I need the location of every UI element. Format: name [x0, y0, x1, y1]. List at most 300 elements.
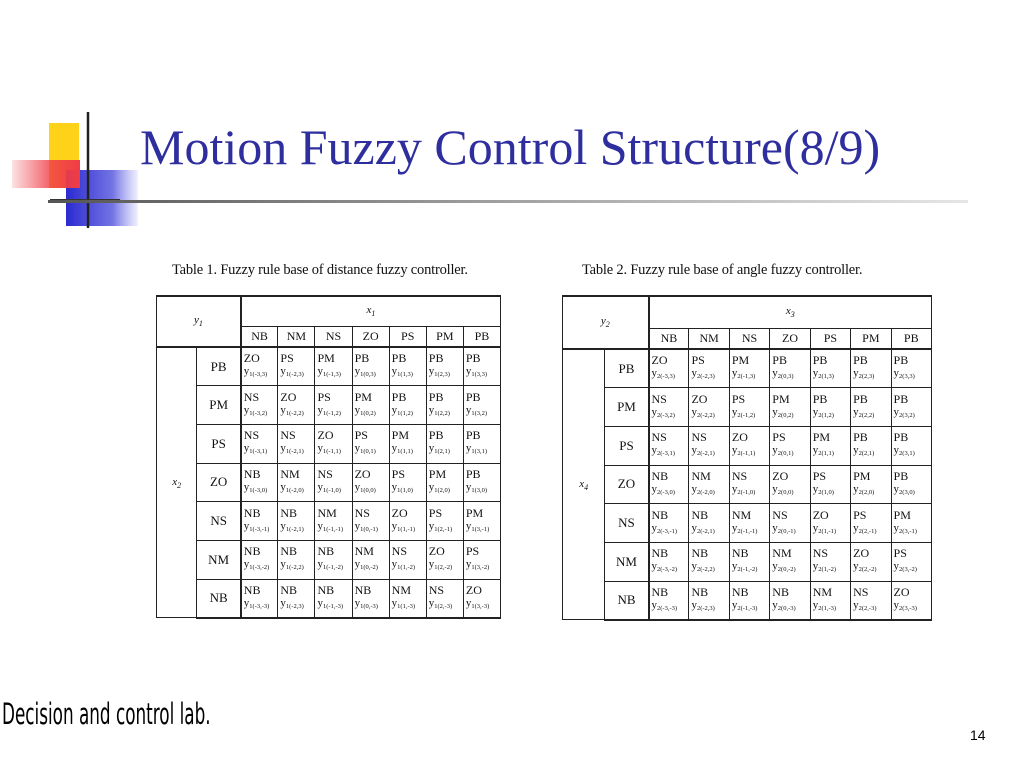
- table-1-caption: Table 1. Fuzzy rule base of distance fuzzy controller.: [172, 262, 468, 278]
- rule-output-symbol: $y_{1(3,2)}$: [465, 403, 488, 417]
- rule-output-subscript: 1(3,0): [471, 486, 488, 494]
- rule-output-subscript: 1(-2,2): [285, 409, 304, 417]
- rule-output-symbol: $y_{1(0,3)}$: [354, 365, 376, 379]
- rule-cell: [689, 388, 729, 427]
- column-header: PB: [463, 326, 500, 347]
- rule-cell: [389, 386, 426, 425]
- rule-cell: [352, 502, 389, 541]
- rule-cell: [278, 502, 315, 541]
- rule-output-symbol: $y_{2(-1,3)}$: [731, 367, 756, 381]
- rule-output-subscript: 1(-3,-2): [249, 564, 270, 572]
- rule-output-symbol: $y_{1(-2,2)}$: [280, 403, 304, 417]
- rule-output-symbol: $y_{2(0,-1)}$: [772, 521, 796, 535]
- rule-output-label: NB: [651, 468, 669, 483]
- rule-output-label: ZO: [465, 582, 482, 597]
- rule-cell: [649, 504, 689, 543]
- rule-output-subscript: 2(-3,-1): [657, 527, 678, 535]
- rule-output-subscript: 2(-2,1): [696, 527, 715, 535]
- column-variable-label: $x_1$: [241, 296, 501, 326]
- rule-output-subscript: 1(-3,0): [249, 486, 268, 494]
- row-header: PM: [197, 386, 241, 425]
- rule-output-symbol: $y_{2(-1,0)}$: [731, 482, 756, 496]
- rule-output-label: PB: [853, 430, 868, 445]
- column-header: PS: [389, 326, 426, 347]
- rule-output-label: PB: [428, 389, 444, 404]
- rule-output-symbol: $y_{1(-2,3)}$: [280, 596, 304, 610]
- rule-output-label: PM: [731, 353, 750, 368]
- rule-output-label: PB: [893, 391, 909, 406]
- rule-cell: [426, 347, 463, 386]
- rule-cell: [389, 540, 426, 579]
- rule-output-subscript: 1(3,-3): [471, 602, 490, 610]
- rule-output-label: PB: [391, 351, 407, 366]
- rule-output-symbol: $y_{1(1,1)}$: [391, 442, 413, 456]
- rule-output-label: ZO: [391, 505, 408, 520]
- rule-cell: [729, 465, 769, 504]
- rule-output-label: ZO: [354, 466, 371, 481]
- rule-output-subscript: 2(3,-2): [899, 566, 917, 574]
- rule-output-label: NS: [853, 584, 869, 599]
- rule-output-label: PB: [853, 391, 868, 406]
- rule-cell: [891, 388, 931, 427]
- rule-output-symbol: $y_{2(-2,1)}$: [691, 444, 715, 458]
- rule-cell: [891, 581, 931, 620]
- rule-output-label: ZO: [243, 351, 260, 366]
- footer-lab-name: Decision and control lab.: [2, 697, 211, 731]
- rule-cell: [770, 504, 810, 543]
- rule-output-label: NM: [317, 505, 337, 520]
- rule-output-label: NB: [772, 584, 789, 599]
- rule-output-label: PM: [317, 351, 335, 366]
- rule-output-label: PS: [812, 468, 827, 483]
- rule-cell: [315, 579, 352, 618]
- rule-output-subscript: 1(-1,-2): [322, 564, 344, 572]
- rule-output-label: PS: [354, 428, 368, 443]
- rule-output-label: PM: [465, 505, 484, 520]
- rule-output-symbol: $y_{2(3,-3)}$: [893, 598, 917, 612]
- rule-output-subscript: 1(1,-2): [397, 564, 416, 572]
- rule-output-label: NM: [354, 544, 374, 559]
- rule-cell: [389, 463, 426, 502]
- rule-output-symbol: $y_{1(0,-3)}$: [354, 596, 378, 610]
- rule-output-subscript: 2(-3,2): [657, 411, 675, 419]
- rule-output-symbol: $y_{2(-2,2)}$: [691, 560, 715, 574]
- rule-output-subscript: 2(3,3): [899, 373, 915, 381]
- rule-cell: [463, 502, 500, 541]
- rule-output-symbol: $y_{2(-2,1)}$: [691, 521, 715, 535]
- rule-output-symbol: $y_{1(3,-1)}$: [465, 519, 490, 533]
- rule-output-label: PS: [428, 505, 443, 520]
- rule-output-subscript: 2(-1,3): [737, 373, 756, 381]
- rule-output-label: PS: [465, 544, 480, 559]
- rule-output-subscript: 2(-1,0): [737, 488, 756, 496]
- column-header: ZO: [352, 326, 389, 347]
- rule-output-subscript: 1(2,1): [434, 448, 450, 456]
- rule-cell: [649, 349, 689, 388]
- rule-cell: [278, 386, 315, 425]
- rule-output-subscript: 1(2,0): [434, 486, 450, 494]
- rule-output-symbol: $y_{2(-1,-1)}$: [731, 521, 758, 535]
- rule-output-subscript: 1(-2,0): [285, 486, 304, 494]
- rule-output-subscript: 1(-3,-1): [249, 525, 270, 533]
- column-header: NS: [315, 326, 352, 347]
- rule-output-subscript: 2(-1,2): [737, 411, 756, 419]
- rule-output-subscript: 1(0,-3): [360, 602, 378, 610]
- rule-output-label: ZO: [317, 428, 334, 443]
- rule-output-subscript: 2(-1,-3): [737, 604, 758, 612]
- column-header: NB: [649, 328, 689, 349]
- rule-cell: [689, 349, 729, 388]
- rule-cell: [689, 542, 729, 581]
- rule-cell: [810, 581, 850, 620]
- rule-output-label: NS: [243, 428, 260, 443]
- rule-cell: [389, 579, 426, 618]
- rule-output-label: PB: [391, 389, 407, 404]
- rule-output-subscript: 1(-1,0): [322, 486, 341, 494]
- rule-output-label: NM: [391, 582, 412, 597]
- rule-output-symbol: $y_{2(1,3)}$: [812, 367, 834, 381]
- rule-cell: [241, 540, 278, 579]
- rule-output-subscript: 1(0,1): [360, 448, 376, 456]
- rule-output-subscript: 1(1,-1): [397, 525, 416, 533]
- rule-output-subscript: 2(2,1): [858, 450, 875, 458]
- slide-title: Motion Fuzzy Control Structure(8/9): [140, 119, 881, 175]
- rule-output-label: PS: [280, 351, 294, 366]
- row-header: ZO: [197, 463, 241, 502]
- rule-cell: [649, 465, 689, 504]
- rule-output-symbol: $y_{2(1,-3)}$: [812, 598, 837, 612]
- rule-output-label: NM: [812, 584, 833, 599]
- rule-output-label: PB: [428, 351, 444, 366]
- rule-output-symbol: $y_{2(1,2)}$: [812, 405, 834, 419]
- rule-output-label: ZO: [812, 507, 829, 522]
- rule-output-symbol: $y_{2(2,-1)}$: [853, 521, 877, 535]
- rule-cell: [810, 465, 850, 504]
- rule-output-symbol: $y_{2(-3,0)}$: [651, 482, 675, 496]
- rule-output-symbol: $y_{2(-2,3)}$: [691, 367, 715, 381]
- corner-output-variable: $y_2$: [563, 296, 649, 349]
- rule-output-label: PS: [317, 389, 331, 404]
- rule-output-symbol: $y_{1(2,0)}$: [428, 480, 450, 494]
- rule-output-symbol: $y_{1(2,2)}$: [428, 403, 450, 417]
- rule-cell: [770, 465, 810, 504]
- rule-output-subscript: 1(-3,1): [249, 448, 268, 456]
- rule-cell: [389, 502, 426, 541]
- rule-output-label: PS: [853, 507, 867, 522]
- rule-output-label: NS: [731, 468, 748, 483]
- rule-output-subscript: 1(-1,3): [322, 371, 341, 379]
- rule-output-label: PM: [893, 507, 911, 522]
- rule-output-symbol: $y_{1(3,1)}$: [465, 442, 488, 456]
- rule-output-symbol: $y_{1(-1,-1)}$: [317, 519, 344, 533]
- rule-output-label: ZO: [428, 544, 445, 559]
- row-header: NM: [197, 540, 241, 579]
- rule-output-symbol: $y_{1(-3,-1)}$: [243, 519, 270, 533]
- rule-output-subscript: 1(-2,3): [285, 371, 304, 379]
- rule-cell: [770, 388, 810, 427]
- rule-output-symbol: $y_{2(3,0)}$: [893, 482, 915, 496]
- rule-cell: [463, 347, 500, 386]
- rule-output-subscript: 2(0,3): [777, 373, 794, 381]
- rule-output-symbol: $y_{2(0,0)}$: [772, 482, 794, 496]
- rule-output-symbol: $y_{1(-2,0)}$: [280, 480, 304, 494]
- rule-output-subscript: 2(-1,-1): [737, 527, 758, 535]
- rule-output-symbol: $y_{1(1,0)}$: [391, 480, 413, 494]
- rule-cell: [729, 426, 769, 465]
- rule-output-symbol: $y_{1(1,2)}$: [391, 403, 413, 417]
- column-header: NM: [278, 326, 315, 347]
- rule-output-symbol: $y_{2(2,3)}$: [853, 367, 875, 381]
- rule-output-label: PB: [465, 351, 481, 366]
- rule-output-symbol: $y_{2(0,3)}$: [772, 367, 794, 381]
- rule-output-subscript: 2(3,1): [899, 450, 915, 458]
- rule-output-label: NB: [691, 507, 709, 522]
- rule-cell: [241, 386, 278, 425]
- column-header: NM: [689, 328, 729, 349]
- rule-output-symbol: $y_{1(3,3)}$: [465, 365, 488, 379]
- title-underline: [48, 200, 968, 203]
- rule-output-subscript: 1(2,-2): [434, 564, 453, 572]
- rule-output-symbol: $y_{2(1,-2)}$: [812, 560, 837, 574]
- rule-output-symbol: $y_{2(0,-2)}$: [772, 560, 796, 574]
- rule-cell: [729, 581, 769, 620]
- rule-output-subscript: 2(2,3): [858, 373, 875, 381]
- rule-output-subscript: 1(0,-1): [360, 525, 378, 533]
- rule-output-symbol: $y_{1(-2,2)}$: [280, 558, 304, 572]
- rule-output-symbol: $y_{2(2,0)}$: [853, 482, 875, 496]
- rule-output-label: PM: [853, 468, 871, 483]
- rule-output-subscript: 2(3,2): [899, 411, 915, 419]
- rule-cell: [352, 347, 389, 386]
- rule-cell: [389, 347, 426, 386]
- rule-output-subscript: 2(-2,2): [696, 566, 715, 574]
- rule-cell: [241, 463, 278, 502]
- rule-output-label: ZO: [651, 353, 668, 368]
- column-variable-label: $x_3$: [649, 296, 932, 328]
- rule-output-symbol: $y_{1(-1,0)}$: [317, 480, 341, 494]
- rule-output-label: PB: [465, 466, 481, 481]
- rule-output-subscript: 1(-3,2): [249, 409, 268, 417]
- rule-output-symbol: $y_{1(0,1)}$: [354, 442, 376, 456]
- rule-cell: [315, 540, 352, 579]
- rule-output-label: NB: [243, 505, 261, 520]
- rule-output-label: ZO: [893, 584, 910, 599]
- rule-cell: [770, 349, 810, 388]
- rule-cell: [426, 540, 463, 579]
- rule-output-label: NS: [280, 428, 296, 443]
- rule-output-label: NB: [243, 466, 261, 481]
- rule-output-symbol: $y_{2(0,-3)}$: [772, 598, 796, 612]
- rule-output-subscript: 1(1,3): [397, 371, 413, 379]
- slide-logo-decoration: [0, 0, 140, 240]
- rule-output-symbol: $y_{2(-2,2)}$: [691, 405, 715, 419]
- rule-output-symbol: $y_{2(-2,3)}$: [691, 598, 715, 612]
- rule-cell: [649, 426, 689, 465]
- column-header: NB: [241, 326, 278, 347]
- rule-cell: [278, 579, 315, 618]
- rule-output-subscript: 1(3,2): [471, 409, 488, 417]
- rule-output-subscript: 1(2,2): [434, 409, 450, 417]
- rule-output-symbol: $y_{1(-1,2)}$: [317, 403, 341, 417]
- rule-output-symbol: $y_{1(2,-3)}$: [428, 596, 453, 610]
- rule-cell: [770, 542, 810, 581]
- rule-output-symbol: $y_{2(-3,2)}$: [651, 405, 675, 419]
- rule-output-subscript: 1(3,1): [471, 448, 488, 456]
- rule-output-symbol: $y_{2(-1,1)}$: [731, 444, 756, 458]
- rule-output-subscript: 2(-3,-3): [657, 604, 678, 612]
- page-number: 14: [970, 727, 986, 743]
- rule-output-symbol: $y_{2(-3,-3)}$: [651, 598, 678, 612]
- rule-cell: [729, 504, 769, 543]
- rule-output-symbol: $y_{1(2,1)}$: [428, 442, 450, 456]
- rule-output-label: PB: [465, 428, 481, 443]
- rule-output-label: NS: [651, 430, 667, 445]
- rule-cell: [426, 463, 463, 502]
- rule-cell: [891, 542, 931, 581]
- rule-cell: [278, 424, 315, 463]
- rule-output-label: NB: [691, 546, 709, 561]
- rule-output-subscript: 2(-3,1): [657, 450, 675, 458]
- rule-output-symbol: $y_{2(2,-2)}$: [853, 560, 877, 574]
- rule-cell: [649, 388, 689, 427]
- rule-output-subscript: 1(3,-2): [471, 564, 490, 572]
- rule-output-subscript: 2(-2,2): [696, 411, 715, 419]
- rule-output-symbol: $y_{1(-1,-3)}$: [317, 596, 344, 610]
- rule-output-label: NM: [772, 546, 792, 561]
- rule-cell: [315, 502, 352, 541]
- rule-cell: [389, 424, 426, 463]
- rule-cell: [426, 386, 463, 425]
- rule-output-symbol: $y_{2(-3,-1)}$: [651, 521, 678, 535]
- rule-output-symbol: $y_{1(-3,3)}$: [243, 365, 268, 379]
- rule-cell: [463, 424, 500, 463]
- rule-output-subscript: 1(-2,3): [285, 602, 304, 610]
- rule-output-subscript: 2(-1,1): [737, 450, 756, 458]
- rule-cell: [315, 386, 352, 425]
- rule-cell: [315, 347, 352, 386]
- rule-output-subscript: 2(0,-3): [777, 604, 796, 612]
- rule-output-label: NS: [812, 546, 829, 561]
- rule-output-label: NB: [243, 582, 261, 597]
- rule-output-subscript: 2(-2,0): [696, 488, 715, 496]
- rule-cell: [810, 349, 850, 388]
- rule-output-subscript: 2(1,1): [818, 450, 834, 458]
- rule-output-label: NB: [280, 505, 298, 520]
- rule-output-symbol: $y_{2(1,-1)}$: [812, 521, 837, 535]
- rule-cell: [241, 579, 278, 618]
- column-header: PS: [810, 328, 850, 349]
- rule-output-label: NB: [731, 584, 749, 599]
- rule-output-label: PM: [428, 466, 447, 481]
- column-header: ZO: [770, 328, 810, 349]
- rule-output-symbol: $y_{1(3,-2)}$: [465, 558, 490, 572]
- rule-cell: [352, 579, 389, 618]
- rule-cell: [426, 502, 463, 541]
- rule-output-label: ZO: [853, 546, 870, 561]
- rule-output-label: NB: [691, 584, 709, 599]
- rule-output-symbol: $y_{2(1,0)}$: [812, 482, 834, 496]
- rule-output-subscript: 1(-3,-3): [249, 602, 270, 610]
- column-header: PB: [891, 328, 931, 349]
- row-header: PB: [197, 347, 241, 386]
- rule-output-symbol: $y_{1(1,-1)}$: [391, 519, 416, 533]
- rule-output-label: NS: [391, 544, 408, 559]
- rule-output-label: NB: [354, 582, 372, 597]
- rule-output-label: ZO: [731, 430, 748, 445]
- rule-output-symbol: $y_{1(-2,1)}$: [280, 442, 304, 456]
- rule-output-subscript: 2(0,-1): [777, 527, 796, 535]
- rule-output-symbol: $y_{1(-1,1)}$: [317, 442, 341, 456]
- rule-output-subscript: 2(-2,1): [696, 450, 715, 458]
- rule-output-subscript: 2(1,-1): [818, 527, 837, 535]
- rule-output-subscript: 1(-1,1): [322, 448, 341, 456]
- rule-output-subscript: 1(0,-2): [360, 564, 378, 572]
- rule-cell: [891, 426, 931, 465]
- row-header: PS: [605, 426, 649, 465]
- rule-cell: [278, 463, 315, 502]
- rule-cell: [241, 347, 278, 386]
- rule-output-label: PB: [812, 353, 828, 368]
- rule-output-subscript: 2(-3,0): [657, 488, 675, 496]
- rule-output-label: PB: [354, 351, 370, 366]
- rule-output-subscript: 2(-2,3): [696, 604, 715, 612]
- rule-output-symbol: $y_{1(1,-3)}$: [391, 596, 416, 610]
- rule-output-subscript: 1(3,3): [471, 371, 488, 379]
- rule-cell: [770, 426, 810, 465]
- column-header: NS: [729, 328, 769, 349]
- rule-output-label: NB: [651, 507, 669, 522]
- rule-cell: [810, 388, 850, 427]
- rule-output-label: PS: [691, 353, 705, 368]
- row-header: PB: [605, 349, 649, 388]
- rule-cell: [851, 388, 891, 427]
- rule-output-symbol: $y_{1(2,-2)}$: [428, 558, 453, 572]
- rule-output-symbol: $y_{1(-3,-2)}$: [243, 558, 270, 572]
- rule-output-label: NS: [651, 391, 667, 406]
- rule-output-label: NM: [731, 507, 752, 522]
- rule-output-symbol: $y_{2(0,1)}$: [772, 444, 794, 458]
- rule-output-symbol: $y_{2(3,-1)}$: [893, 521, 917, 535]
- rule-cell: [463, 579, 500, 618]
- rule-output-symbol: $y_{2(-1,-2)}$: [731, 560, 758, 574]
- rule-output-symbol: $y_{1(-3,1)}$: [243, 442, 268, 456]
- rule-cell: [241, 502, 278, 541]
- rule-output-subscript: 1(-2,1): [285, 525, 304, 533]
- rule-output-label: NB: [280, 544, 298, 559]
- rule-cell: [352, 463, 389, 502]
- rule-output-label: NB: [317, 544, 335, 559]
- rule-output-label: PS: [772, 430, 786, 445]
- rule-output-label: PM: [354, 389, 372, 404]
- rule-output-label: PM: [812, 430, 831, 445]
- rule-output-symbol: $y_{1(-2,3)}$: [280, 365, 304, 379]
- rule-output-label: NS: [317, 466, 333, 481]
- rule-cell: [241, 424, 278, 463]
- column-header: PM: [851, 328, 891, 349]
- rule-output-subscript: 1(2,3): [434, 371, 450, 379]
- corner-output-variable: $y_1$: [157, 296, 241, 347]
- rule-output-symbol: $y_{2(3,3)}$: [893, 367, 915, 381]
- rule-output-subscript: 1(-2,2): [285, 564, 304, 572]
- rule-cell: [891, 349, 931, 388]
- rule-output-symbol: $y_{2(2,1)}$: [853, 444, 875, 458]
- rule-output-symbol: $y_{2(-1,-3)}$: [731, 598, 758, 612]
- rule-output-subscript: 2(2,-3): [858, 604, 877, 612]
- rule-output-subscript: 1(-1,-3): [322, 602, 344, 610]
- rule-output-subscript: 1(1,0): [397, 486, 413, 494]
- row-header: NS: [197, 502, 241, 541]
- rule-cell: [352, 386, 389, 425]
